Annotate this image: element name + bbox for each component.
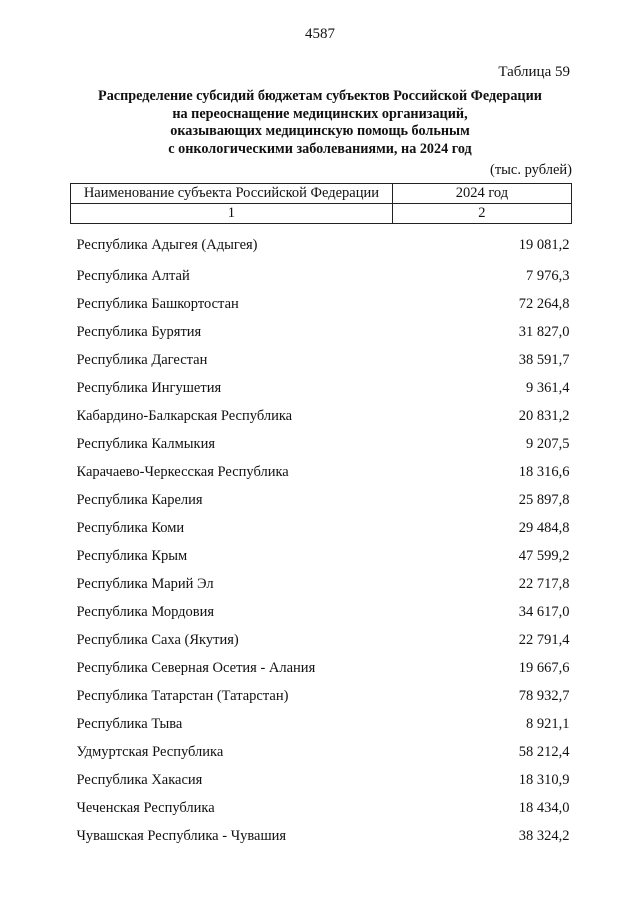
subsidy-value: 72 264,8 xyxy=(518,295,570,312)
table-row xyxy=(71,570,572,598)
subsidy-value: 18 310,9 xyxy=(518,771,570,788)
subsidy-value: 25 897,8 xyxy=(518,491,570,508)
table-row xyxy=(71,626,572,654)
subsidy-value: 9 361,4 xyxy=(526,379,570,396)
subsidy-value: 7 976,3 xyxy=(526,267,570,284)
title-line: оказывающих медицинскую помощь больным xyxy=(170,123,470,139)
region-name: Республика Дагестан xyxy=(76,351,208,368)
region-name: Республика Крым xyxy=(76,547,188,564)
region-name: Республика Адыгея (Адыгея) xyxy=(76,236,258,253)
table-row xyxy=(71,374,572,402)
table-row xyxy=(71,346,572,374)
region-name: Республика Бурятия xyxy=(76,323,202,340)
page-number: 4587 xyxy=(305,26,335,42)
table-row xyxy=(71,654,572,682)
subsidy-value: 9 207,5 xyxy=(526,435,570,452)
region-name: Республика Мордовия xyxy=(76,603,215,620)
table-label: Таблица 59 xyxy=(498,64,570,80)
region-name: Республика Ингушетия xyxy=(76,379,222,396)
subsidy-value: 47 599,2 xyxy=(518,547,570,564)
title-line: на переоснащение медицинских организаций, xyxy=(172,105,468,122)
table-row xyxy=(71,290,572,318)
subsidy-value: 19 081,2 xyxy=(518,236,570,253)
column-header-region: Наименование субъекта Российской Федерации xyxy=(71,184,393,204)
subsidy-value: 29 484,8 xyxy=(518,519,570,536)
region-name: Республика Татарстан (Татарстан) xyxy=(76,687,289,704)
region-name: Кабардино-Балкарская Республика xyxy=(76,407,293,424)
table-row xyxy=(71,486,572,514)
table-row xyxy=(71,514,572,542)
table-row xyxy=(71,822,572,850)
column-number-row xyxy=(71,204,572,224)
table-row xyxy=(71,794,572,822)
column-number-2: 2 xyxy=(392,204,571,224)
table-row xyxy=(71,542,572,570)
table-row xyxy=(71,262,572,290)
subsidy-value: 18 316,6 xyxy=(518,463,570,480)
subsidy-value: 22 791,4 xyxy=(518,631,570,648)
subsidy-value: 22 717,8 xyxy=(518,575,570,592)
region-name: Республика Алтай xyxy=(76,267,190,284)
table-row xyxy=(71,430,572,458)
region-name: Чувашская Республика - Чувашия xyxy=(76,827,287,844)
region-name: Республика Карелия xyxy=(76,491,203,508)
table-row xyxy=(71,766,572,794)
region-name: Республика Башкортостан xyxy=(76,295,239,312)
region-name: Республика Хакасия xyxy=(76,771,203,788)
table-row xyxy=(71,598,572,626)
table-row xyxy=(71,682,572,710)
column-number-1: 1 xyxy=(71,204,393,224)
subsidy-value: 58 212,4 xyxy=(518,743,570,760)
subsidy-value: 34 617,0 xyxy=(518,603,570,620)
table-row xyxy=(71,710,572,738)
subsidy-value: 38 591,7 xyxy=(518,351,570,368)
title-line: с онкологическими заболеваниями, на 2024 год xyxy=(168,140,472,157)
table-row xyxy=(71,224,572,263)
table-row xyxy=(71,738,572,766)
table-row xyxy=(71,318,572,346)
table-row xyxy=(71,402,572,430)
subsidy-value: 18 434,0 xyxy=(518,799,570,816)
region-name: Республика Саха (Якутия) xyxy=(76,631,239,648)
subsidy-value: 31 827,0 xyxy=(518,323,570,340)
region-name: Республика Северная Осетия - Алания xyxy=(76,659,316,676)
subsidy-value: 19 667,6 xyxy=(518,659,570,676)
table-body xyxy=(71,224,572,851)
region-name: Республика Коми xyxy=(76,519,185,536)
subsidy-value: 20 831,2 xyxy=(518,407,570,424)
document-title xyxy=(60,88,580,158)
subsidy-value: 78 932,7 xyxy=(518,687,570,704)
region-name: Республика Калмыкия xyxy=(76,435,215,452)
units-label: (тыс. рублей) xyxy=(490,162,572,178)
subsidy-value: 38 324,2 xyxy=(518,827,570,844)
region-name: Чеченская Республика xyxy=(76,799,215,816)
table-row xyxy=(71,458,572,486)
table-header-row xyxy=(71,184,572,204)
title-line: Распределение субсидий бюджетам субъектов Российской Федерации xyxy=(98,88,542,104)
subsidy-table xyxy=(70,183,572,850)
region-name: Республика Тыва xyxy=(76,715,183,732)
region-name: Республика Марий Эл xyxy=(76,575,214,592)
region-name: Карачаево-Черкесская Республика xyxy=(76,463,289,480)
subsidy-value: 8 921,1 xyxy=(526,715,570,732)
region-name: Удмуртская Республика xyxy=(76,743,224,760)
column-header-year: 2024 год xyxy=(392,184,571,204)
